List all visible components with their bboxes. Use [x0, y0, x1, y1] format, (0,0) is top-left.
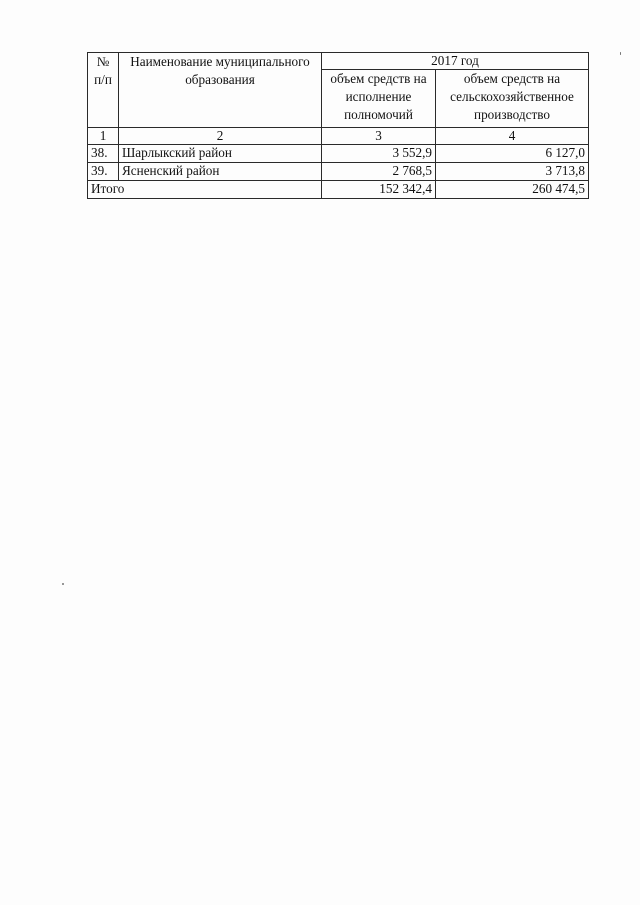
column-index: 4 [436, 128, 589, 145]
table-row [88, 145, 589, 163]
row-municipality: Шарлыкский район [119, 145, 322, 163]
row-municipality: Ясненский район [119, 163, 322, 181]
table-row [88, 163, 589, 181]
header-agri-funds: объем средств на сельскохозяйственное производство [436, 70, 589, 128]
total-row [88, 181, 589, 199]
scan-speck [620, 52, 621, 55]
row-powers-value: 3 552,9 [322, 145, 436, 163]
row-number: 39. [88, 163, 119, 181]
column-index: 3 [322, 128, 436, 145]
column-index-row [88, 128, 589, 145]
total-powers-value: 152 342,4 [322, 181, 436, 199]
scan-speck [62, 583, 64, 585]
funding-table [87, 52, 589, 199]
column-index: 1 [88, 128, 119, 145]
total-label: Итого [88, 181, 322, 199]
row-powers-value: 2 768,5 [322, 163, 436, 181]
row-number: 38. [88, 145, 119, 163]
header-year: 2017 год [322, 53, 589, 70]
header-municipality-name: Наименование муниципального образования [119, 53, 322, 128]
row-agri-value: 3 713,8 [436, 163, 589, 181]
total-agri-value: 260 474,5 [436, 181, 589, 199]
header-number: № п/п [88, 53, 119, 128]
row-agri-value: 6 127,0 [436, 145, 589, 163]
header-powers-funds: объем средств на исполнение полномочий [322, 70, 436, 128]
header-row-top [88, 53, 589, 70]
column-index: 2 [119, 128, 322, 145]
